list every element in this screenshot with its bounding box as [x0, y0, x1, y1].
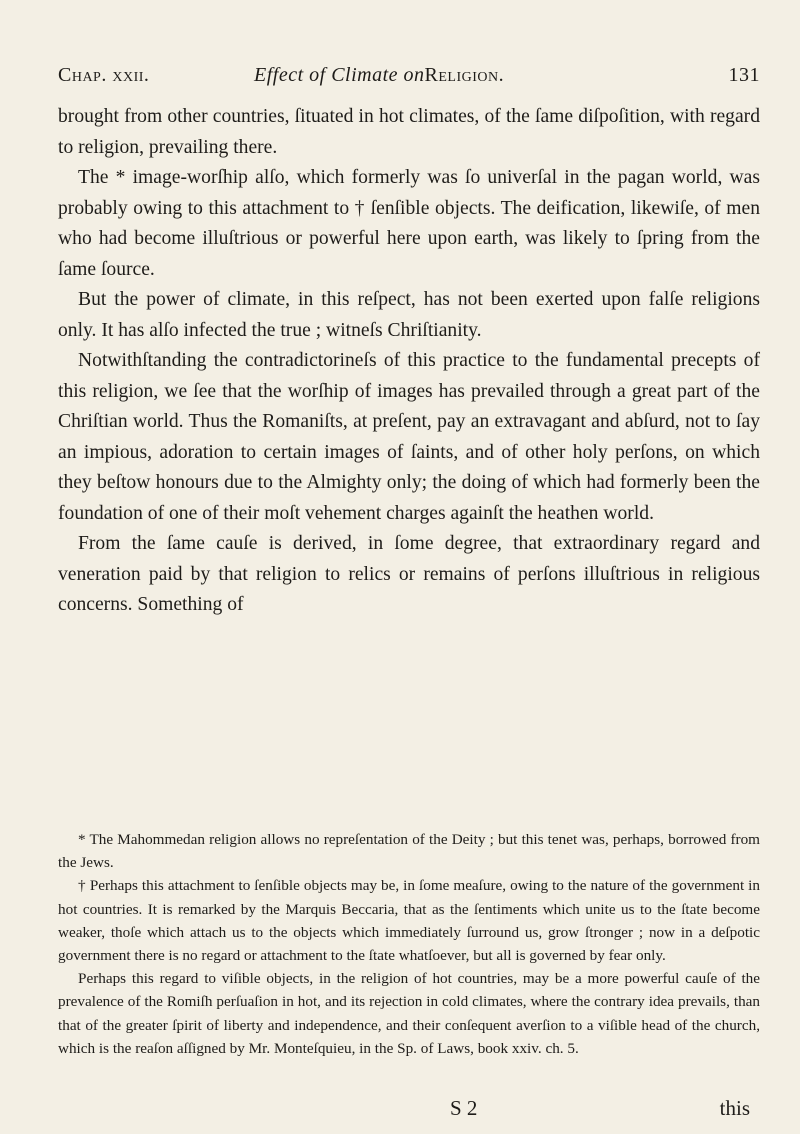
paragraph: The * image-worſhip alſo, which formerly was ſo univerſal in the pagan world, was probably owing to this attachment to † ſenſible objects. The deification, likewiſe, of men who had become illuſtrious or powerful here upon earth, was likely to ſpring from the ſame ſource. [58, 167, 760, 280]
running-header [58, 64, 760, 96]
paragraph: brought from other countries, ſituated in hot climates, of the ſame diſpoſition, with regard to religion, prevailing there. [58, 106, 760, 158]
footnote: † Perhaps this attachment to ſenſible objects may be, in ſome meaſure, owing to the nature of the government in hot countries. It is remarked by the Marquis Beccaria, that as the ſentiments which unite us to the ſtate become weaker, thoſe which attach us to the objects which immediately ſurround us, grow ſtronger ; now in a deſpotic government there is no regard or attachment to the ſtate whatſoever, but all is governed by fear only. [58, 877, 760, 965]
footnote: * The Mahommedan religion allows no repreſentation of the Deity ; but this tenet was, perhaps, borrowed from the Jews. [58, 831, 760, 872]
catchword: this [719, 1096, 750, 1120]
running-title-subject: Religion. [424, 64, 505, 86]
page-number: 131 [728, 64, 760, 86]
footnotes [58, 828, 760, 1060]
running-title-effect: Effect of Climate on [254, 64, 425, 86]
chapter-label: Chap. xxii. [58, 64, 150, 86]
paragraph: From the ſame cauſe is derived, in ſome degree, that extraordinary regard and veneration paid by that religion to relics or remains of perſons illuſtrious in religious concerns. Something of [58, 533, 760, 615]
paragraph: But the power of climate, in this reſpect, has not been exerted upon falſe religions only. It has alſo infected the true ; witneſs Chriſtianity. [58, 289, 760, 341]
main-text [58, 102, 760, 621]
footnote: Perhaps this regard to viſible objects, in the religion of hot countries, may be a more powerful cauſe of the prevalence of the Romiſh perſuaſion in hot, and its rejection in cold climates, where the contrary idea prevails, than that of the greater ſpirit of liberty and independence, and their conſequent averſion to a viſible head of the church, which is the reaſon aſſigned by Mr. Monteſquieu, in the Sp. of Laws, book xxiv. ch. 5. [58, 970, 760, 1057]
signature-mark: S 2 [450, 1096, 478, 1120]
running-title [254, 64, 505, 87]
paragraph: Notwithſtanding the contradictorineſs of this practice to the fundamental precepts of this religion, we ſee that the worſhip of images has prevailed through a great part of the Chriſtian world. Thus the Romaniſts, at preſent, pay an extravagant and abſurd, not to ſay an impious, adoration to certain images of ſaints, and of other holy perſons, on which they beſtow honours due to the Almighty only; the doing of which had formerly been the foundation of one of their moſt vehement charges againſt the heathen world. [58, 350, 760, 524]
page-footer [58, 1096, 760, 1126]
